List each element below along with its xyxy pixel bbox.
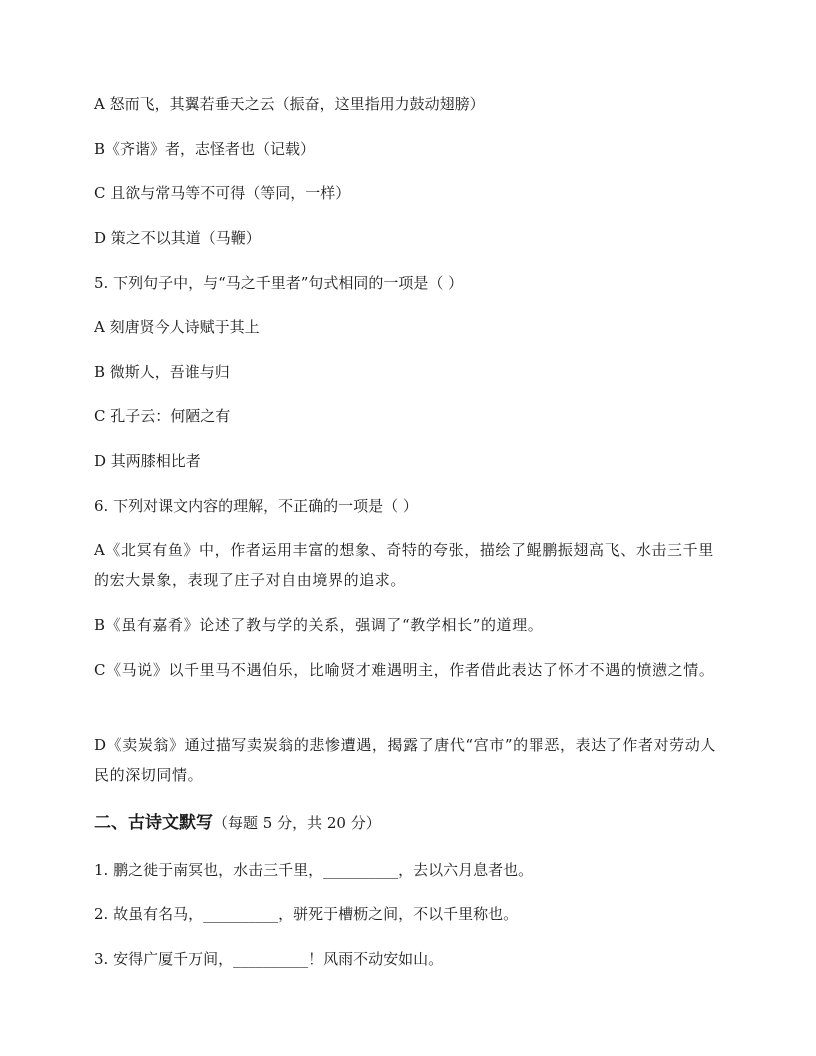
- q5-option-a: A 刻唐贤今人诗赋于其上: [94, 318, 260, 336]
- recitation-item-1: 1. 鹏之徙于南冥也，水击三千里，__________，去以六月息者也。: [94, 861, 534, 879]
- q4-option-a: A 怒而飞，其翼若垂天之云（振奋，这里指用力鼓动翅膀）: [94, 95, 485, 113]
- q5-stem: 5. 下列句子中，与“马之千里者”句式相同的一项是（ ）: [94, 274, 464, 292]
- q6-option-c: C《马说》以千里马不遇伯乐，比喻贤才难遇明主，作者借此表达了怀才不遇的愤懑之情。: [94, 661, 715, 679]
- recitation-item-2: 2. 故虽有名马，__________，骈死于槽枥之间，不以千里称也。: [94, 905, 519, 923]
- q5-option-d: D 其两膝相比者: [94, 452, 201, 470]
- q6-option-a: A《北冥有鱼》中，作者运用丰富的想象、奇特的夸张，描绘了鲲鹏振翅高飞、水击三千里的宏大景象，表现了庄子对自由境界的追求。: [94, 541, 714, 589]
- q4-option-d: D 策之不以其道（马鞭）: [94, 229, 261, 247]
- recitation-item-3: 3. 安得广厦千万间，__________！风雨不动安如山。: [94, 950, 444, 968]
- q4-option-b: B《齐谐》者，志怪者也（记载）: [94, 140, 316, 158]
- section-title: 二、古诗文默写: [94, 813, 213, 833]
- q5-option-b: B 微斯人，吾谁与归: [94, 363, 230, 381]
- q5-option-c: C 孔子云：何陋之有: [94, 407, 231, 425]
- q6-option-d: D《卖炭翁》通过描写卖炭翁的悲惨遭遇，揭露了唐代“宫市”的罪恶，表达了作者对劳动人民的深切同情。: [94, 736, 716, 784]
- section-heading: [94, 811, 734, 835]
- q6-option-b: B《虽有嘉肴》论述了教与学的关系，强调了“教学相长”的道理。: [94, 616, 544, 634]
- q6-stem: 6. 下列对课文内容的理解，不正确的一项是（ ）: [94, 497, 418, 515]
- q4-option-c: C 且欲与常马等不可得（等同，一样）: [94, 184, 351, 202]
- section-score-note: （每题 5 分，共 20 分）: [213, 814, 381, 832]
